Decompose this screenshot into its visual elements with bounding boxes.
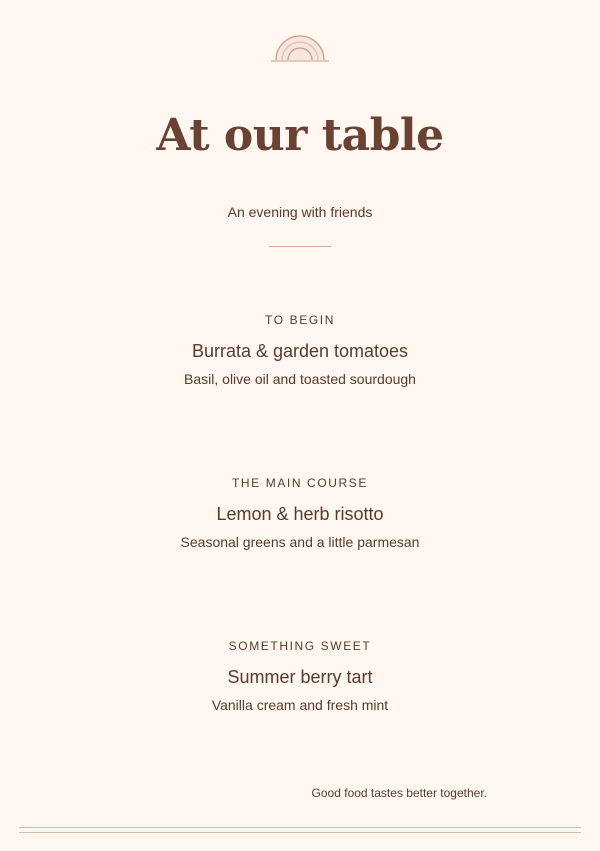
footer-tagline: Good food tastes better together. bbox=[311, 786, 487, 800]
course-label: TO BEGIN bbox=[265, 313, 335, 327]
rainbow-arch-icon bbox=[270, 30, 330, 64]
course-description: Seasonal greens and a little parmesan bbox=[180, 533, 420, 550]
footer-rule-line bbox=[19, 832, 581, 833]
footer-rule-line bbox=[19, 827, 581, 828]
course-description: Vanilla cream and fresh mint bbox=[211, 696, 389, 713]
course-description: Basil, olive oil and toasted sourdough bbox=[184, 370, 416, 387]
course-dish: Summer berry tart bbox=[227, 667, 373, 687]
footer-double-rule bbox=[19, 827, 581, 833]
course-section-starter bbox=[0, 314, 600, 387]
course-label: THE MAIN COURSE bbox=[231, 476, 368, 490]
page-title: At our table bbox=[156, 110, 444, 161]
course-label: SOMETHING SWEET bbox=[228, 639, 372, 653]
title-divider bbox=[269, 246, 331, 247]
course-dish: Burrata & garden tomatoes bbox=[191, 341, 409, 361]
course-section-dessert bbox=[0, 640, 600, 713]
page-subtitle: An evening with friends bbox=[227, 204, 373, 220]
course-dish: Lemon & herb risotto bbox=[216, 504, 384, 524]
course-section-main bbox=[0, 477, 600, 550]
